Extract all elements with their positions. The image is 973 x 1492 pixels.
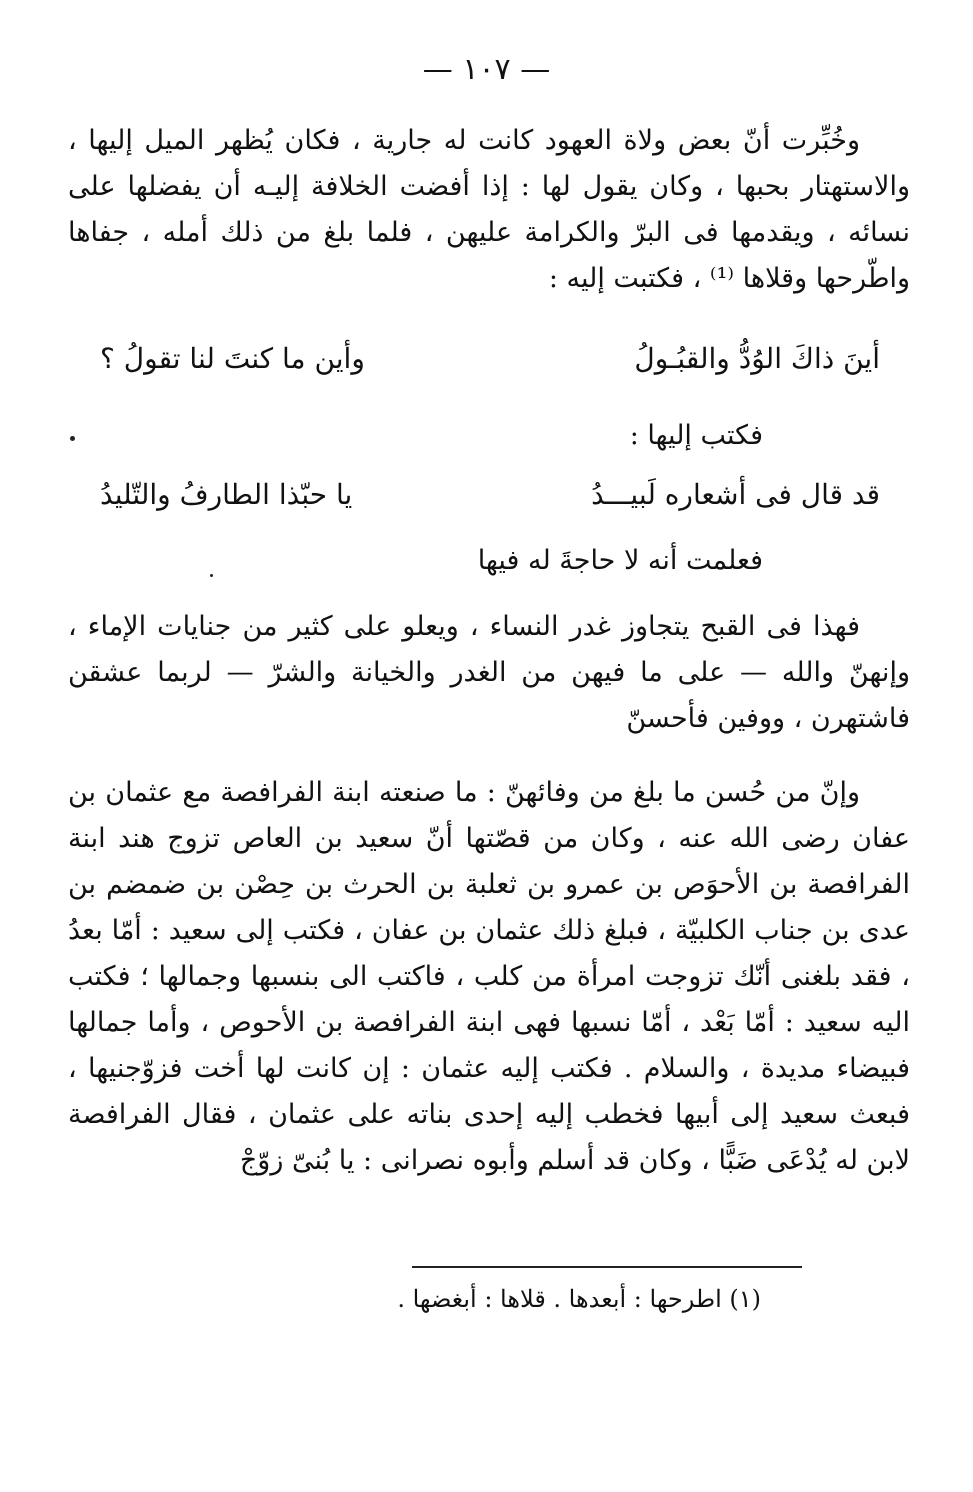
paragraph-3-text: وإنّ من حُسن ما بلغ من وفائهنّ : ما صنعته ابنة الفرافصة مع عثمان بن عفان رضى الله عنه ، وكان من قصّتها أنّ سعيد بن العاص تزوج هند ابنة الفرافصة بن الأحوَص بن عمرو بن ثعلبة بن الحرث بن حِصْن بن ضمضم بن عدى بن جناب الكلبيّة ، فبلغ ذلك عثمان بن عفان ، فكتب إلى سعيد : أمّا بعدُ ، فقد بلغنى أنّك تزوجت امرأة من كلب ، فاكتب الى بنسبها وجمالها ؛ فكتب اليه سعيد : أمّا بَعْد ، أمّا نسبها فهى ابنة الفرافصة بن الأحوص ، وأما جمالها فبيضاء مديدة ، والسلام . فكتب إليه عثمان : إن كانت لها أخت فزوّجنيها ، فبعث سعيد إلى أبيها فخطب إليه إحدى بناته على عثمان ، فقال الفرافصة لابن له يُدْعَى ضَبًّا ، وكان قد أسلم وأبوه نصرانى : يا بُنىّ زوّجْ (68, 777, 910, 1176)
verse-2-hemistich-2: يا حبّذا الطارفُ والتّليدُ (100, 478, 353, 511)
paragraph-2-text: فهذا فى القبح يتجاوز غدر النساء ، ويعلو على كثير من جنايات الإماء ، وإنهنّ والله — على ما فيهن من الغدر والخيانة والشرّ — لربما عشقن فاشتهرن ، ووفين فأحسنّ (68, 611, 910, 734)
print-speck (210, 574, 213, 577)
print-speck (70, 436, 75, 441)
verse-2 (100, 478, 880, 511)
verse-1 (100, 342, 880, 375)
verse-1-hemistich-1: أينَ ذاكَ الوُدُّ والقبُـولُ (634, 342, 880, 375)
paragraph-2 (68, 604, 910, 742)
paragraph-1-text: وخُبِّرت أنّ بعض ولاة العهود كانت له جارية ، فكان يُظهر الميل إليها ، والاستهتار بحبها ، وكان يقول لها : إذا أفضت الخلافة إليـه أن يفضلها على نسائه ، ويقدمها فى البرّ والكرامة عليهن ، فلما بلغ من ذلك أمله ، جفاها واطّرحها وقلاها ⁽¹⁾ ، فكتبت إليه : (68, 125, 910, 294)
footnote-separator (412, 1266, 802, 1268)
verse-2-hemistich-1: قد قال فى أشعاره لَبيـــدُ (591, 478, 880, 511)
page-number: — ١٠٧ — (422, 52, 551, 87)
knew-line: فعلمت أنه لا حاجةَ له فيها (477, 545, 763, 576)
paragraph-1 (68, 118, 910, 302)
footnote: (١) اطرحها : أبعدها . قلاها : أبغضها . (397, 1285, 761, 1313)
wrote-to-her-line: فكتب إليها : (629, 420, 763, 451)
verse-1-hemistich-2: وأين ما كنتَ لنا تقولُ ؟ (100, 342, 365, 375)
paragraph-3 (68, 770, 910, 1184)
